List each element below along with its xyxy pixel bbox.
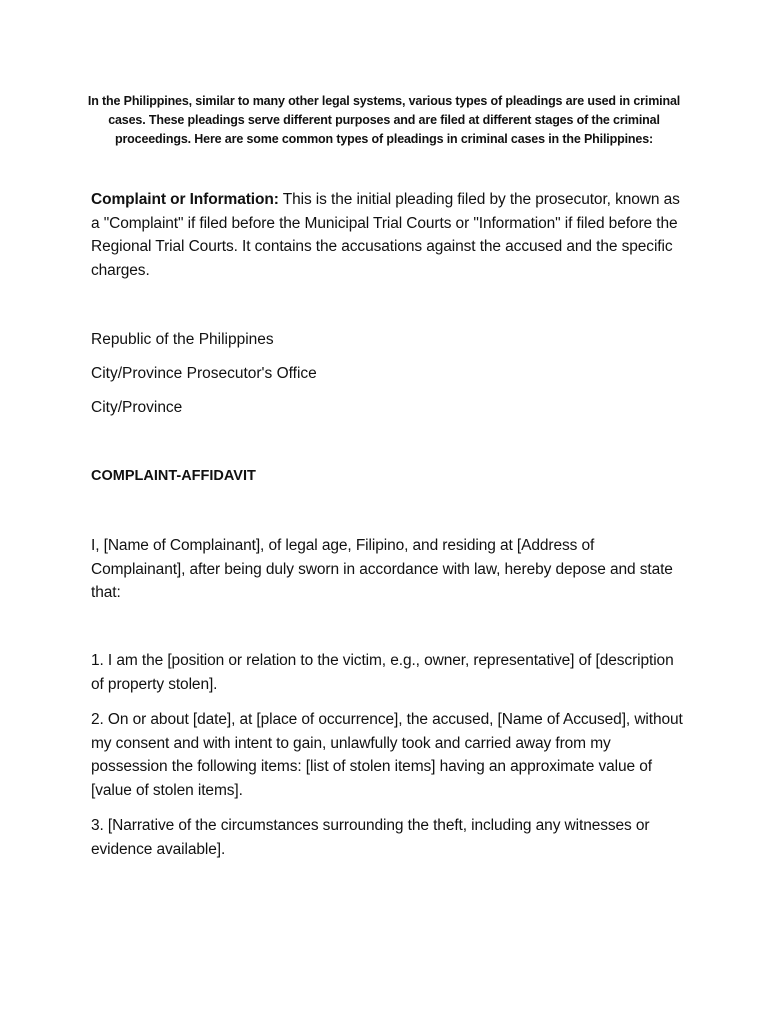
document-title: COMPLAINT-AFFIDAVIT	[91, 468, 256, 484]
numbered-item-1: 1. I am the [position or relation to the victim, e.g., owner, representative] of [description of property stolen].	[91, 652, 674, 693]
intro-paragraph: In the Philippines, similar to many other legal systems, various types of pleadings are used in criminal cases. These pleadings serve different purposes and are filed at different stages of the criminal proceedings. Here are some common types of pleadings in criminal cases in the Philippines:	[87, 94, 681, 146]
city-province-line: City/Province	[91, 399, 183, 416]
complaint-or-information-paragraph	[91, 188, 687, 282]
republic-line: Republic of the Philippines	[91, 331, 274, 348]
affiant-statement: I, [Name of Complainant], of legal age, Filipino, and residing at [Address of Complainant], after being duly sworn in accordance with law, hereby depose and state that:	[91, 537, 673, 602]
prosecutor-office-line: City/Province Prosecutor's Office	[91, 365, 317, 382]
numbered-item-3: 3. [Narrative of the circumstances surrounding the theft, including any witnesses or evidence available].	[91, 817, 650, 858]
numbered-item-2: 2. On or about [date], at [place of occurrence], the accused, [Name of Accused], without my consent and with intent to gain, unlawfully took and carried away from my possession the following items: [list of stolen items] having an approximate value of [value of stolen items].	[91, 711, 683, 799]
complaint-or-information-description: This is the initial pleading filed by the prosecutor, known as a "Complaint" if filed before the Municipal Trial Courts or "Information" if filed before the Regional Trial Courts. It contains the accusations against the accused and the specific charges.	[91, 191, 680, 279]
complaint-or-information-term: Complaint or Information:	[91, 191, 279, 208]
